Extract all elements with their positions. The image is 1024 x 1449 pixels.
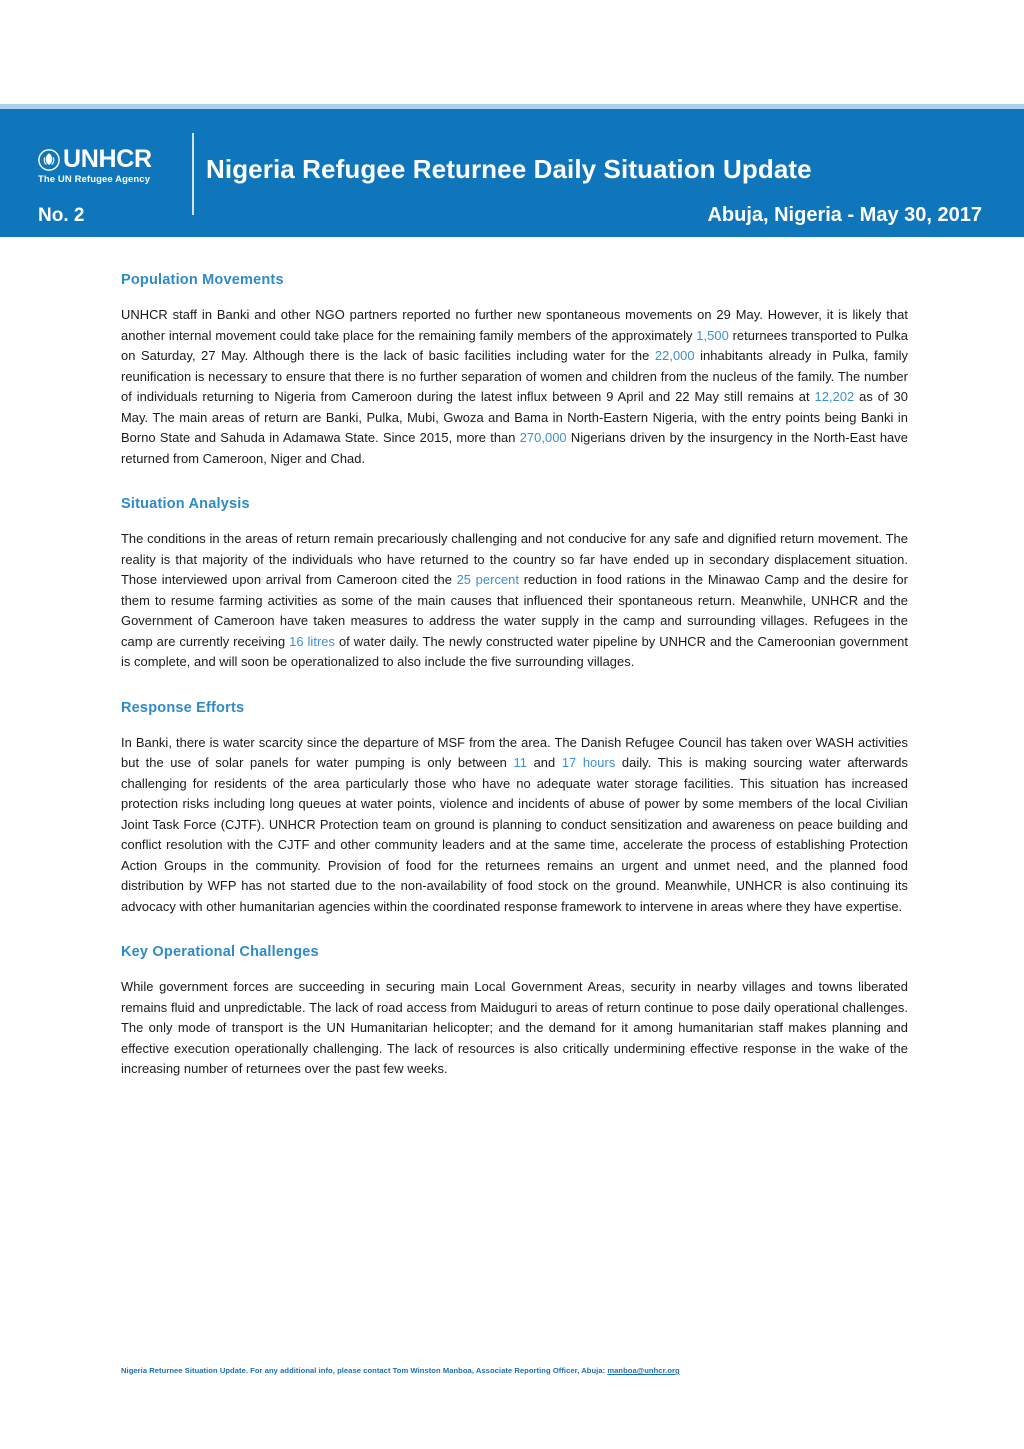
- section-heading: Population Movements: [121, 272, 284, 288]
- paragraph-text: While government forces are succeeding in securing main Local Government Areas, security in nearby villages and towns liberated remains fluid and unpredictable. The lack of road access from Maiduguri to areas of return continue to pose daily operational challenges. The only mode of transport is the UN Humanitarian helicopter; and the demand for it among humanitarian staff makes planning and effective execution operationally challenging. The lack of resources is also critically undermining effective response in the wake of the increasing number of returnees over the past few weeks.: [121, 979, 908, 1077]
- unhcr-logo-wordmark: UNHCR: [63, 145, 152, 173]
- section-heading: Key Operational Challenges: [121, 944, 319, 961]
- section: [121, 700, 908, 918]
- unhcr-logo-tagline: The UN Refugee Agency: [38, 174, 151, 185]
- section-heading: Situation Analysis: [121, 496, 250, 513]
- footer-text: Nigeria Returnee Situation Update. For any additional info, please contact Tom Winston Manboa, Associate Reporting Officer, Abuja:: [121, 1366, 608, 1375]
- highlighted-figure: 22,000: [654, 348, 695, 364]
- issue-number: No. 2: [38, 205, 85, 226]
- header-divider: [192, 133, 194, 215]
- paragraph-text: daily. This is making sourcing water afterwards challenging for residents of the area particularly those who have no adequate water storage facilities. This situation has increased protection risks including long queues at water points, violence and incidents of abuse of power by some members of the local Civilian Joint Task Force (CJTF). UNHCR Protection team on ground is planning to conduct sensitization and awareness on peace building and conflict resolution with the CJTF and other community leaders and at the same time, accelerate the process of establishing Protection Action Groups in the community. Provision of food for the returnees remains an urgent and unmet need, and the planned food distribution by WFP has not started due to the non-availability of food stock on the ground. Meanwhile, UNHCR is also continuing its advocacy with other humanitarian agencies within the coordinated response framework to intervene in areas where they have expertise.: [121, 755, 908, 914]
- highlighted-figure: 1,500: [696, 327, 729, 343]
- paragraph-text: UNHCR staff in Banki and other NGO partners reported no further new spontaneous movements on 29 May. However, it is likely that another internal movement could take place for the remaining family members of the approximately: [121, 307, 908, 343]
- paragraph-text: and: [526, 755, 562, 771]
- paragraph-text: In Banki, there is water scarcity since the departure of MSF from the area. The Danish Refugee Council has taken over WASH activities but the use of solar panels for water pumping is only between: [121, 734, 908, 771]
- highlighted-figure: 25 percent: [456, 572, 520, 588]
- unhcr-logo: [38, 147, 188, 185]
- paragraph-text: of water daily. The newly constructed water pipeline by UNHCR and the Cameroonian government is complete, and will soon be operationalized to also include the five surrounding villages.: [121, 633, 908, 670]
- highlighted-figure: 16 litres: [289, 633, 336, 649]
- unhcr-hands-shelter-icon: [38, 149, 60, 171]
- section-heading: Response Efforts: [121, 699, 245, 716]
- highlighted-figure: 12,202: [814, 389, 855, 405]
- paragraph-text: Nigerians driven by the insurgency in the North-East have returned from Cameroon, Niger and Chad.: [121, 430, 908, 466]
- paragraph-text: as of 30 May. The main areas of return are Banki, Pulka, Mubi, Gwoza and Bama in North-Eastern Nigeria, with the entry points being Banki in Borno State and Sahuda in Adamawa State. Since 2015, more than: [121, 389, 908, 446]
- section: [121, 496, 908, 673]
- highlighted-figure: 17 hours: [561, 755, 616, 771]
- footer-email-link[interactable]: manboa@unhcr.org: [607, 1366, 680, 1375]
- paragraph-text: inhabitants already in Pulka, family reunification is necessary to ensure that there is no further separation of women and children from the nucleus of the family. The number of individuals returning to Nigeria from Cameroon during the latest influx between 9 April and 22 May still remains at: [121, 348, 908, 405]
- highlighted-figure: 270,000: [519, 430, 567, 446]
- highlighted-figure: 11: [513, 755, 527, 771]
- document-body: [121, 272, 908, 1080]
- paragraph-text: returnees transported to Pulka on Saturday, 27 May. Although there is the lack of basic facilities including water for the: [121, 327, 908, 364]
- paragraph: [121, 977, 908, 1080]
- section: [121, 272, 908, 469]
- place-and-date: Abuja, Nigeria - May 30, 2017: [707, 204, 982, 226]
- paragraph-text: reduction in food rations in the Minawao Camp and the desire for them to resume farming activities as some of the main causes that influenced their spontaneous return. Meanwhile, UNHCR and the Government of Cameroon have taken measures to address the water supply in the camp and surrounding villages. Refugees in the camp are currently receiving: [121, 572, 908, 649]
- document-header: [0, 109, 1024, 237]
- paragraph: [121, 305, 908, 469]
- document-footer: [121, 1366, 911, 1375]
- paragraph: [121, 529, 908, 673]
- paragraph: [121, 733, 908, 918]
- page-title: Nigeria Refugee Returnee Daily Situation Update: [206, 154, 812, 184]
- section: [121, 944, 908, 1080]
- paragraph-text: The conditions in the areas of return remain precariously challenging and not conducive for any safe and dignified return movement. The reality is that majority of the individuals who have returned to the country so far have ended up in secondary displacement situation. Those interviewed upon arrival from Cameroon cited the: [121, 531, 908, 588]
